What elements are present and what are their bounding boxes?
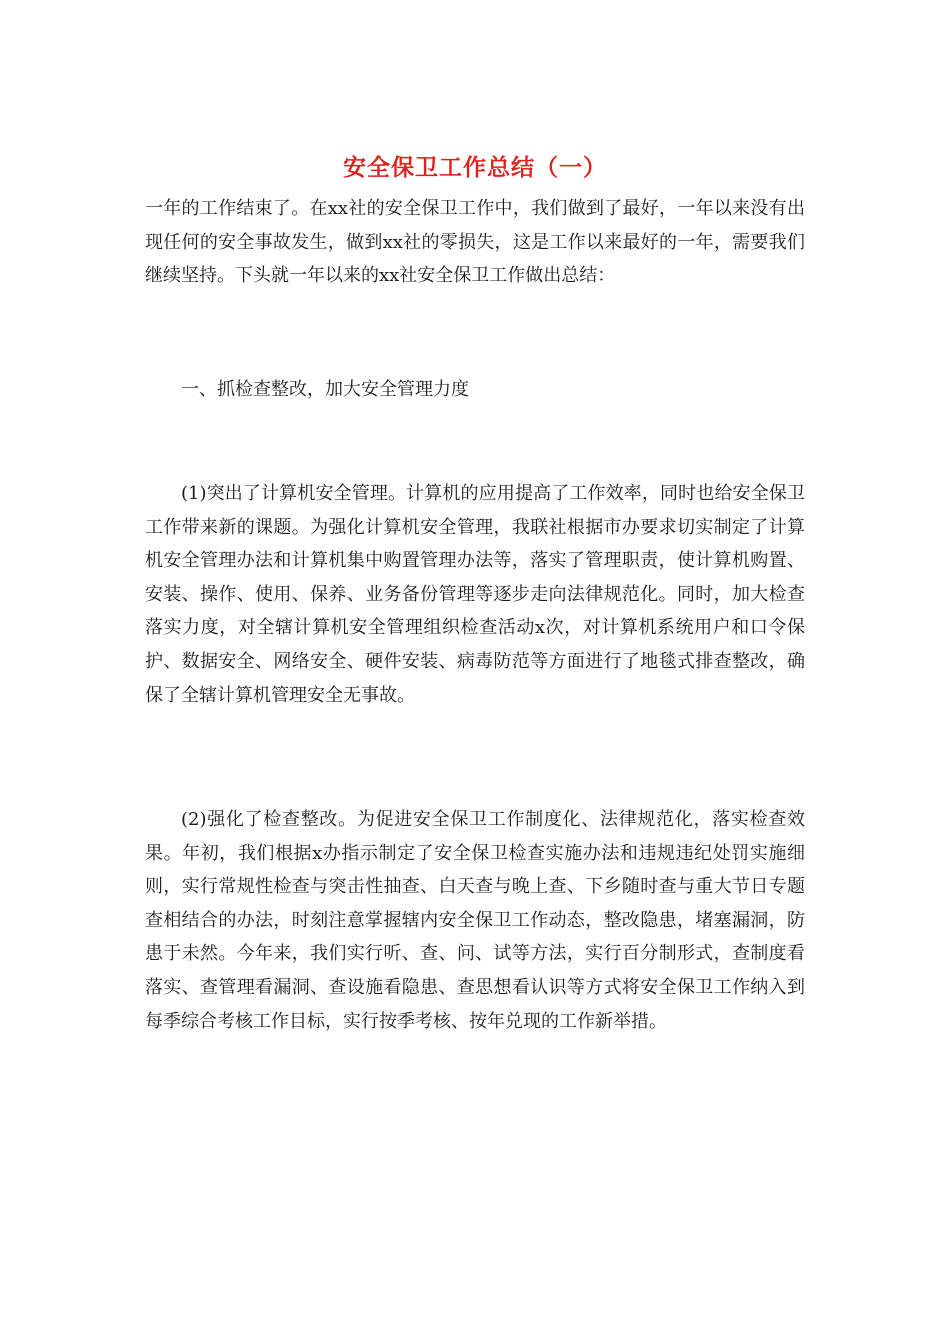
item-1-paragraph: (1)突出了计算机安全管理。计算机的应用提高了工作效率，同时也给安全保卫工作带来新的课题。为强化计算机安全管理，我联社根据市办要求切实制定了计算机安全管理办法和计算机集中购置管理办法等，落实了管理职责，使计算机购置、安装、操作、使用、保养、业务备份管理等逐步走向法律规范化。同时，加大检查落实力度，对全辖计算机安全管理组织检查活动x次，对计算机系统用户和口令保护、数据安全、网络安全、硬件安装、病毒防范等方面进行了地毯式排查整改，确保了全辖计算机管理安全无事故。 bbox=[145, 483, 805, 706]
intro-paragraph: 一年的工作结束了。在xx社的安全保卫工作中，我们做到了最好，一年以来没有出现任何的安全事故发生，做到xx社的零损失，这是工作以来最好的一年，需要我们继续坚持。下头就一年以来的xx社安全保卫工作做出总结： bbox=[145, 198, 805, 287]
document-title: 安全保卫工作总结（一） bbox=[343, 154, 607, 181]
item-2-paragraph: (2)强化了检查整改。为促进安全保卫工作制度化、法律规范化，落实检查效果。年初，我们根据x办指示制定了安全保卫检查实施办法和违规违纪处罚实施细则，实行常规性检查与突击性抽查、白天查与晚上查、下乡随时查与重大节日专题查相结合的办法，时刻注意掌握辖内安全保卫工作动态，整改隐患，堵塞漏洞，防患于未然。今年来，我们实行听、查、问、试等方法，实行百分制形式，查制度看落实、查管理看漏洞、查设施看隐患、查思想看认识等方式将安全保卫工作纳入到每季综合考核工作目标，实行按季考核、按年兑现的工作新举措。 bbox=[145, 809, 805, 1032]
section-heading: 一、抓检查整改，加大安全管理力度 bbox=[181, 379, 469, 400]
